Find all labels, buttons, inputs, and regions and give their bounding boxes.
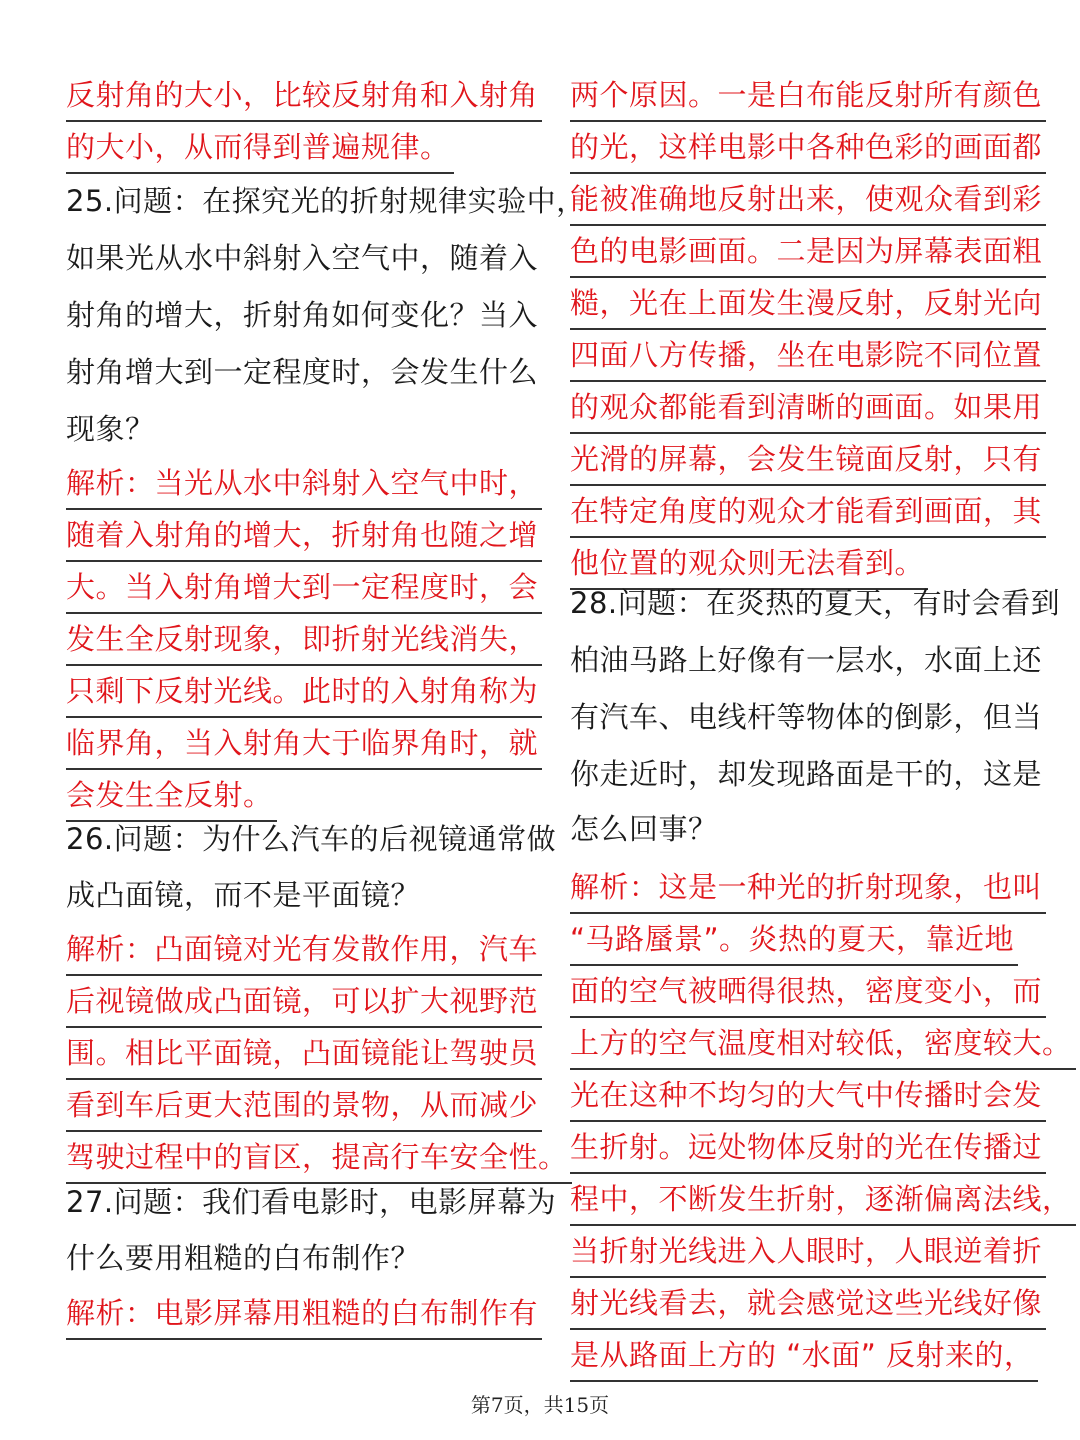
question-line: 27.问题：我们看电影时，电影屏幕为 [66,1185,557,1219]
question-line: 柏油马路上好像有一层水，水面上还 [570,643,1043,677]
question-line: 现象？ [66,412,155,446]
answer-line: 反射角的大小，比较反射角和入射角 [66,70,542,122]
answer-line: 光滑的屏幕，会发生镜面反射，只有 [570,434,1046,486]
answer-line: 解析：凸面镜对光有发散作用，汽车 [66,924,542,976]
question-line: 如果光从水中斜射入空气中，随着入 [66,241,539,275]
answer-line: 大。当入射角增大到一定程度时，会 [66,562,542,614]
answer-line: 两个原因。一是白布能反射所有颜色 [570,70,1046,122]
question-line: 26.问题：为什么汽车的后视镜通常做 [66,822,557,856]
answer-line: 四面八方传播，坐在电影院不同位置 [570,330,1046,382]
answer-line: 面的空气被晒得很热，密度变小，而 [570,966,1046,1018]
question-line: 成凸面镜，而不是平面镜？ [66,878,421,912]
answer-line: 的大小，从而得到普遍规律。 [66,122,454,174]
question-line: 你走近时，却发现路面是干的，这是 [570,757,1043,791]
answer-line: 的观众都能看到清晰的画面。如果用 [570,382,1046,434]
question-line: 什么要用粗糙的白布制作？ [66,1241,421,1275]
answer-line: 看到车后更大范围的景物，从而减少 [66,1080,542,1132]
answer-line: 发生全反射现象，即折射光线消失， [66,614,542,666]
question-line: 有汽车、电线杆等物体的倒影，但当 [570,700,1043,734]
answer-line: 临界角，当入射角大于临界角时，就 [66,718,542,770]
question-line: 25.问题：在探究光的折射规律实验中， [66,184,586,218]
answer-line: “马路蜃景”。炎热的夏天，靠近地 [570,914,1018,966]
answer-line: 随着入射角的增大，折射角也随之增 [66,510,542,562]
answer-line: 驾驶过程中的盲区，提高行车安全性。 [66,1132,572,1184]
answer-line: 上方的空气温度相对较低，密度较大。 [570,1018,1076,1070]
question-line: 28.问题：在炎热的夏天，有时会看到 [570,586,1061,620]
answer-line: 生折射。远处物体反射的光在传播过 [570,1122,1046,1174]
question-line: 怎么回事？ [570,812,718,846]
answer-line: 解析：当光从水中斜射入空气中时， [66,458,542,510]
answer-line: 光在这种不均匀的大气中传播时会发 [570,1070,1046,1122]
answer-line: 能被准确地反射出来，使观众看到彩 [570,174,1046,226]
answer-line: 在特定角度的观众才能看到画面，其 [570,486,1046,538]
answer-line: 解析：这是一种光的折射现象，也叫 [570,862,1046,914]
answer-line: 糙，光在上面发生漫反射，反射光向 [570,278,1046,330]
answer-line: 程中，不断发生折射，逐渐偏离法线， [570,1174,1076,1226]
answer-line: 的光，这样电影中各种色彩的画面都 [570,122,1046,174]
answer-line: 射光线看去，就会感觉这些光线好像 [570,1278,1046,1330]
answer-line: 围。相比平面镜，凸面镜能让驾驶员 [66,1028,542,1080]
answer-line: 解析：电影屏幕用粗糙的白布制作有 [66,1288,542,1340]
answer-line: 会发生全反射。 [66,770,277,822]
answer-line: 他位置的观众则无法看到。 [570,538,928,590]
answer-line: 是从路面上方的 “水面” 反射来的， [570,1330,1038,1382]
question-line: 射角的增大，折射角如何变化？当入 [66,298,539,332]
answer-line: 只剩下反射光线。此时的入射角称为 [66,666,542,718]
question-line: 射角增大到一定程度时，会发生什么 [66,355,539,389]
page-number: 第7页，共15页 [470,1393,610,1417]
answer-line: 后视镜做成凸面镜，可以扩大视野范 [66,976,542,1028]
answer-line: 色的电影画面。二是因为屏幕表面粗 [570,226,1046,278]
answer-line: 当折射光线进入人眼时，人眼逆着折 [570,1226,1046,1278]
